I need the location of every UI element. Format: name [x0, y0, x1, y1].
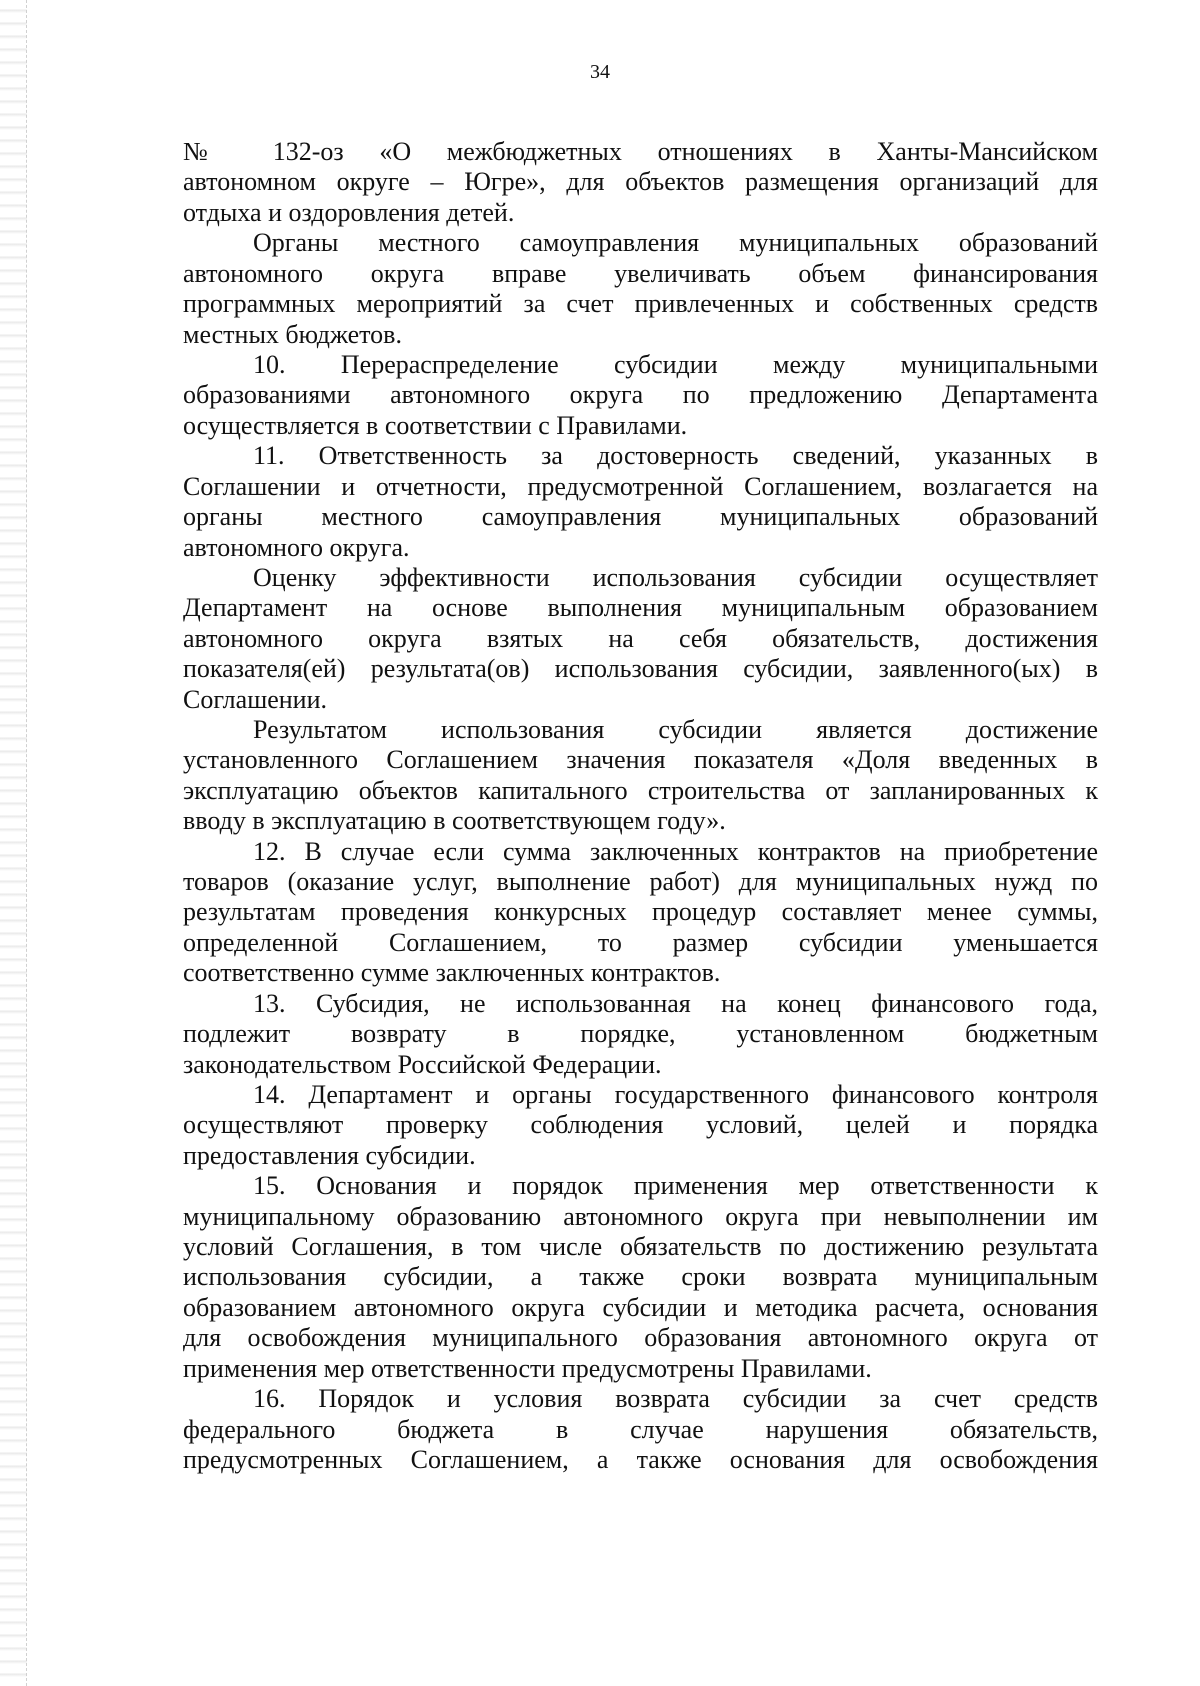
text-line: использования субсидии, а также сроки возврата муниципальным [183, 1262, 1098, 1291]
text-line: 14. Департамент и органы государственного финансового контроля [253, 1080, 1098, 1109]
text-line: 10. Перераспределение субсидии между муниципальными [253, 350, 1098, 379]
text-line: образованиями автономного округа по предложению Департамента [183, 380, 1098, 409]
text-line: Департамент на основе выполнения муниципальным образованием [183, 593, 1098, 622]
text-line: автономного округа вправе увеличивать объем финансирования [183, 259, 1098, 288]
text-line: эксплуатацию объектов капитального строительства от запланированных к [183, 776, 1098, 805]
text-line: органы местного самоуправления муниципальных образований [183, 502, 1098, 531]
text-line: предоставления субсидии. [183, 1141, 476, 1170]
text-line: результатам проведения конкурсных процедур составляет менее суммы, [183, 897, 1098, 926]
text-line: 15. Основания и порядок применения мер ответственности к [253, 1171, 1098, 1200]
page-number: 34 [590, 61, 610, 83]
text-line: Соглашении. [183, 685, 328, 714]
text-line: предусмотренных Соглашением, а также основания для освобождения [183, 1445, 1098, 1474]
text-line: муниципальному образованию автономного округа при невыполнении им [183, 1202, 1098, 1231]
scan-edge-artifact [0, 0, 27, 1686]
text-line: Оценку эффективности использования субсидии осуществляет [253, 563, 1098, 592]
text-line: осуществляется в соответствии с Правилами. [183, 411, 688, 440]
text-line: 16. Порядок и условия возврата субсидии за счет средств [253, 1384, 1098, 1413]
text-line: 13. Субсидия, не использованная на конец финансового года, [253, 989, 1098, 1018]
text-line: определенной Соглашением, то размер субсидии уменьшается [183, 928, 1098, 957]
text-line: для освобождения муниципального образования автономного округа от [183, 1323, 1098, 1352]
text-line: применения мер ответственности предусмотрены Правилами. [183, 1354, 872, 1383]
text-line: автономного округа взятых на себя обязательств, достижения [183, 624, 1098, 653]
text-line: 11. Ответственность за достоверность сведений, указанных в [253, 441, 1098, 470]
text-line: программных мероприятий за счет привлеченных и собственных средств [183, 289, 1098, 318]
text-line: подлежит возврату в порядке, установленном бюджетным [183, 1019, 1098, 1048]
text-line: показателя(ей) результата(ов) использования субсидии, заявленного(ых) в [183, 654, 1098, 683]
text-line: федерального бюджета в случае нарушения обязательств, [183, 1415, 1098, 1444]
text-line: Результатом использования субсидии является достижение [253, 715, 1098, 744]
text-line: вводу в эксплуатацию в соответствующем году». [183, 806, 726, 835]
text-line: автономном округе – Югре», для объектов размещения организаций для [183, 167, 1098, 196]
text-line: образованием автономного округа субсидии и методика расчета, основания [183, 1293, 1098, 1322]
text-line: 12. В случае если сумма заключенных контрактов на приобретение [253, 837, 1098, 866]
text-line: установленного Соглашением значения показателя «Доля введенных в [183, 745, 1098, 774]
text-line: № 132-оз «О межбюджетных отношениях в Ханты-Мансийском [183, 137, 1098, 166]
text-line: Органы местного самоуправления муниципальных образований [253, 228, 1098, 257]
text-line: условий Соглашения, в том числе обязательств по достижению результата [183, 1232, 1098, 1261]
text-line: Соглашении и отчетности, предусмотренной Соглашением, возлагается на [183, 472, 1098, 501]
text-line: местных бюджетов. [183, 320, 402, 349]
text-line: осуществляют проверку соблюдения условий, целей и порядка [183, 1110, 1098, 1139]
text-line: соответственно сумме заключенных контрактов. [183, 958, 721, 987]
text-line: автономного округа. [183, 533, 410, 562]
text-line: законодательством Российской Федерации. [183, 1050, 662, 1079]
text-line: товаров (оказание услуг, выполнение работ) для муниципальных нужд по [183, 867, 1098, 896]
text-line: отдыха и оздоровления детей. [183, 198, 515, 227]
